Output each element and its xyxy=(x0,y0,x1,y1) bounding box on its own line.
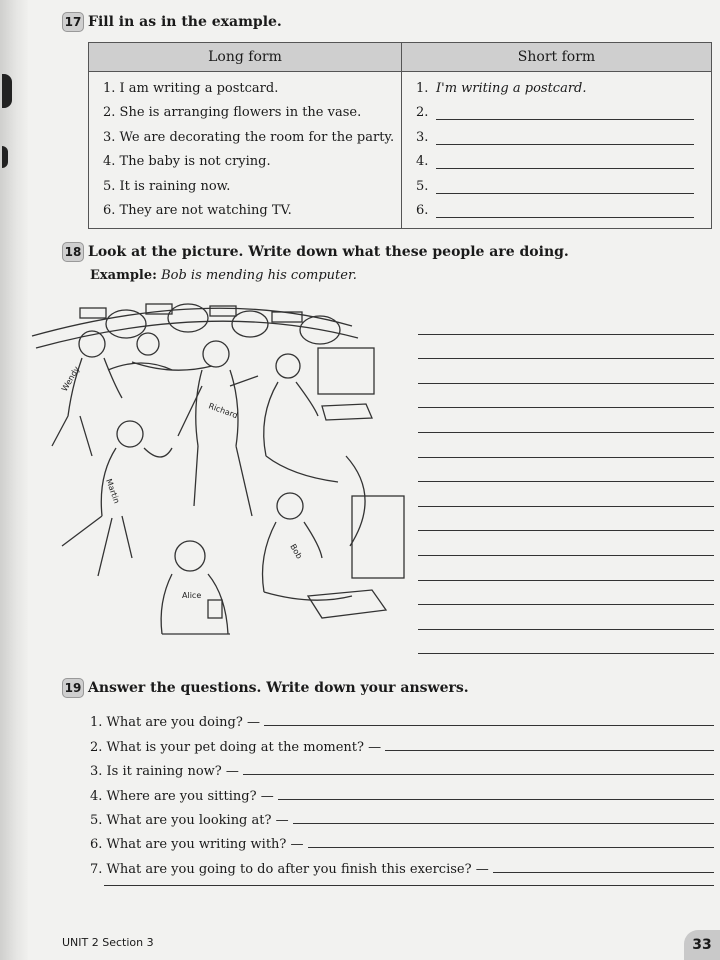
question-text: 3. Is it raining now? — xyxy=(90,764,239,780)
exercise-instruction: Look at the picture. Write down what these people are doing. xyxy=(88,244,569,260)
answer-line[interactable] xyxy=(418,581,714,606)
question-list xyxy=(90,706,714,877)
long-form-cell: 3. We are decorating the room for the party. xyxy=(89,125,402,150)
answer-line[interactable] xyxy=(418,408,714,433)
answer-line[interactable] xyxy=(418,310,714,335)
answer-blank[interactable] xyxy=(385,750,714,751)
name-tag-wendy: Wendy xyxy=(59,364,82,393)
long-form-cell: 4. The baby is not crying. xyxy=(89,150,402,175)
answer-line[interactable] xyxy=(418,433,714,458)
exercise-number: 18 xyxy=(62,242,84,262)
answer-line[interactable] xyxy=(418,359,714,384)
example-label: Example: xyxy=(90,268,157,283)
answer-line[interactable] xyxy=(418,482,714,507)
name-tag-alice: Alice xyxy=(182,591,202,600)
long-form-cell: 5. It is raining now. xyxy=(89,174,402,199)
astronaut-head xyxy=(277,493,303,519)
answer-line[interactable] xyxy=(418,630,714,655)
example-text: Bob is mending his computer. xyxy=(161,268,357,283)
answer-line[interactable] xyxy=(418,531,714,556)
answer-line[interactable] xyxy=(418,556,714,581)
question-text: 6. What are you writing with? — xyxy=(90,837,304,853)
exercise-18-heading xyxy=(62,242,569,262)
astronaut-head xyxy=(117,421,143,447)
answer-line[interactable] xyxy=(418,458,714,483)
name-tag-bob: Bob xyxy=(288,542,304,561)
table-row xyxy=(89,174,712,199)
question-item xyxy=(90,730,714,754)
exercise-instruction: Fill in as in the example. xyxy=(88,14,282,30)
table-row xyxy=(89,72,712,101)
row-number: 4. xyxy=(416,154,429,170)
short-form-cell xyxy=(402,101,712,126)
table-row xyxy=(89,150,712,175)
punch-hole xyxy=(2,74,12,108)
answer-blank[interactable] xyxy=(243,774,714,775)
page-number: 33 xyxy=(684,930,720,960)
keyboard xyxy=(322,404,372,420)
header-long-form: Long form xyxy=(89,43,402,72)
question-item xyxy=(90,755,714,779)
question-item xyxy=(90,828,714,852)
computer-tower xyxy=(352,496,404,578)
short-form-cell xyxy=(402,150,712,175)
keyboard xyxy=(308,590,386,618)
writing-lines xyxy=(418,310,714,654)
answer-blank[interactable] xyxy=(493,872,714,873)
short-form-answer: I'm writing a postcard. xyxy=(436,80,587,96)
header-short-form: Short form xyxy=(402,43,712,72)
question-text: 1. What are you doing? — xyxy=(90,715,260,731)
question-item xyxy=(90,852,714,876)
short-form-cell xyxy=(402,125,712,150)
row-number: 1. xyxy=(416,80,429,96)
exercise-17-heading xyxy=(62,12,282,32)
answer-blank-continuation[interactable] xyxy=(104,885,714,886)
astronaut-head xyxy=(175,541,205,571)
question-item xyxy=(90,779,714,803)
section-label: Section 3 xyxy=(102,936,154,949)
computer-monitor xyxy=(318,348,374,394)
panel xyxy=(80,308,106,318)
question-item xyxy=(90,804,714,828)
page-footer xyxy=(62,936,154,949)
row-number: 5. xyxy=(416,178,429,194)
table-row xyxy=(89,125,712,150)
table-row xyxy=(89,101,712,126)
long-form-cell: 2. She is arranging flowers in the vase. xyxy=(89,101,402,126)
unit-label: UNIT 2 xyxy=(62,936,99,949)
answer-blank[interactable] xyxy=(436,143,694,145)
table-row xyxy=(89,199,712,229)
question-text: 5. What are you looking at? — xyxy=(90,812,289,828)
space-station-illustration xyxy=(22,296,412,642)
row-number: 2. xyxy=(416,105,429,121)
answer-blank[interactable] xyxy=(278,799,714,800)
name-tag-richard: Richard xyxy=(207,401,239,421)
answer-line[interactable] xyxy=(418,335,714,360)
astronaut-head xyxy=(203,341,229,367)
answer-line[interactable] xyxy=(418,605,714,630)
cup xyxy=(208,600,222,618)
short-form-cell xyxy=(402,72,712,101)
answer-blank[interactable] xyxy=(264,725,714,726)
answer-line[interactable] xyxy=(418,507,714,532)
answer-blank[interactable] xyxy=(293,823,714,824)
answer-blank[interactable] xyxy=(308,847,714,848)
question-item xyxy=(90,706,714,730)
astronaut-head xyxy=(276,354,300,378)
exercise-number: 17 xyxy=(62,12,84,32)
question-text: 2. What is your pet doing at the moment? — xyxy=(90,739,382,755)
long-short-form-table xyxy=(88,42,712,229)
row-number: 6. xyxy=(416,203,429,219)
answer-blank[interactable] xyxy=(436,216,694,218)
exercise-instruction: Answer the questions. Write down your answers. xyxy=(88,680,469,696)
punch-hole xyxy=(2,146,8,168)
example-line xyxy=(90,268,357,283)
exercise-number: 19 xyxy=(62,678,84,698)
exercise-19-heading xyxy=(62,678,469,698)
porthole xyxy=(168,304,208,332)
panel xyxy=(210,306,236,316)
long-form-cell: 6. They are not watching TV. xyxy=(89,199,402,229)
porthole xyxy=(232,311,268,337)
row-number: 3. xyxy=(416,129,429,145)
answer-blank[interactable] xyxy=(436,192,694,194)
question-text: 4. Where are you sitting? — xyxy=(90,788,274,804)
name-tag-martin: Martin xyxy=(104,477,122,505)
answer-line[interactable] xyxy=(418,384,714,409)
porthole xyxy=(106,310,146,338)
answer-blank[interactable] xyxy=(436,118,694,120)
short-form-cell xyxy=(402,199,712,229)
short-form-cell xyxy=(402,174,712,199)
question-text: 7. What are you going to do after you finish this exercise? — xyxy=(90,861,489,877)
long-form-cell: 1. I am writing a postcard. xyxy=(89,72,402,101)
answer-blank[interactable] xyxy=(436,167,694,169)
